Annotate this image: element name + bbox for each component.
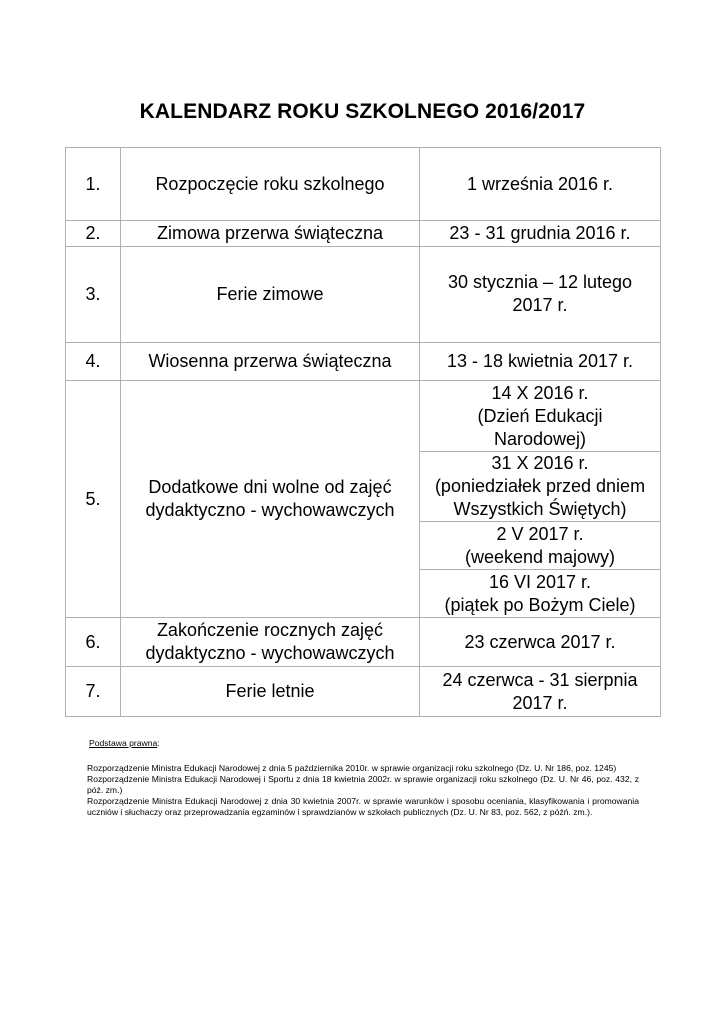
page-title: KALENDARZ ROKU SZKOLNEGO 2016/2017 <box>139 100 586 123</box>
free-day-note: Wszystkich Świętych) <box>453 499 627 519</box>
free-day-note: (piątek po Bożym Ciele) <box>444 594 636 615</box>
table-row <box>66 221 661 247</box>
free-day-date: 31 X 2016 r. <box>491 453 589 473</box>
row-number: 7. <box>66 667 121 717</box>
free-day-date: 2 V 2017 r. <box>496 523 584 544</box>
event-date: 13 - 18 kwietnia 2017 r. <box>420 343 661 381</box>
event-date <box>420 247 661 343</box>
table-row <box>66 618 661 667</box>
event-name-line: dydaktyczno - wychowawczych <box>145 500 395 520</box>
free-day-note: (Dzień Edukacji <box>477 405 603 426</box>
event-name: Ferie zimowe <box>121 247 420 343</box>
row-number: 2. <box>66 221 121 247</box>
row-number: 3. <box>66 247 121 343</box>
legal-basis-item: Rozporządzenie Ministra Edukacji Narodowej z dnia 5 października 2010r. w sprawie organizacji roku szkolnego (Dz. U. Nr 186, poz. 1245) <box>87 763 617 773</box>
table-row <box>66 148 661 221</box>
free-day <box>420 570 661 618</box>
free-day-note: (weekend majowy) <box>464 546 616 567</box>
event-name: Zimowa przerwa świąteczna <box>121 221 420 247</box>
legal-basis <box>87 738 639 818</box>
legal-basis-heading <box>89 738 639 749</box>
row-number: 1. <box>66 148 121 221</box>
event-name-line: Dodatkowe dni wolne od zajęć <box>148 477 392 497</box>
event-name-line: Zakończenie rocznych zajęć <box>156 620 384 640</box>
event-name <box>121 618 420 667</box>
event-name: Ferie letnie <box>121 667 420 717</box>
event-name-line: dydaktyczno - wychowawczych <box>145 643 395 663</box>
table-row <box>66 667 661 717</box>
event-date-line: 24 czerwca - 31 sierpnia <box>442 669 638 690</box>
table-row <box>66 343 661 381</box>
event-name: Rozpoczęcie roku szkolnego <box>121 148 420 221</box>
free-day <box>420 522 661 570</box>
event-date-line: 30 stycznia – 12 lutego <box>447 272 633 292</box>
event-name <box>121 381 420 618</box>
event-date: 1 września 2016 r. <box>420 148 661 221</box>
free-day-note: Narodowej) <box>493 428 587 449</box>
free-day <box>420 452 661 522</box>
free-day-date: 14 X 2016 r. <box>491 382 589 403</box>
free-day-note: (poniedziałek przed dniem <box>434 476 646 496</box>
free-day <box>420 381 661 452</box>
event-date-line: 2017 r. <box>512 295 568 315</box>
free-day-date: 16 VI 2017 r. <box>488 571 592 592</box>
event-date: 23 czerwca 2017 r. <box>420 618 661 667</box>
event-name: Wiosenna przerwa świąteczna <box>121 343 420 381</box>
table-row <box>66 247 661 343</box>
legal-basis-item: Rozporządzenie Ministra Edukacji Narodowej z dnia 30 kwietnia 2007r. w sprawie warunków i sposobu oceniania, klasyfikowania i promowania uczniów i słuchaczy oraz przeprowadzania egzaminów i sprawdzianów w szkołach publicznych (Dz. U. Nr 83, poz. 562, z późń. zm.). <box>87 796 639 817</box>
row-number: 5. <box>66 381 121 618</box>
legal-basis-heading-text: Podstawa prawna <box>89 738 158 748</box>
row-number: 4. <box>66 343 121 381</box>
row-number: 6. <box>66 618 121 667</box>
legal-basis-item: Rozporządzenie Ministra Edukacji Narodowej i Sportu z dnia 18 kwietnia 2002r. w sprawie organizacji roku szkolnego (Dz. U. Nr 46, poz. 432, z póź. zm.) <box>87 774 639 795</box>
event-date <box>420 667 661 717</box>
legal-basis-heading-colon: : <box>157 738 160 748</box>
event-date-line: 2017 r. <box>512 692 568 713</box>
event-date: 23 - 31 grudnia 2016 r. <box>420 221 661 247</box>
school-calendar-table <box>65 147 661 717</box>
table-row <box>66 381 661 452</box>
